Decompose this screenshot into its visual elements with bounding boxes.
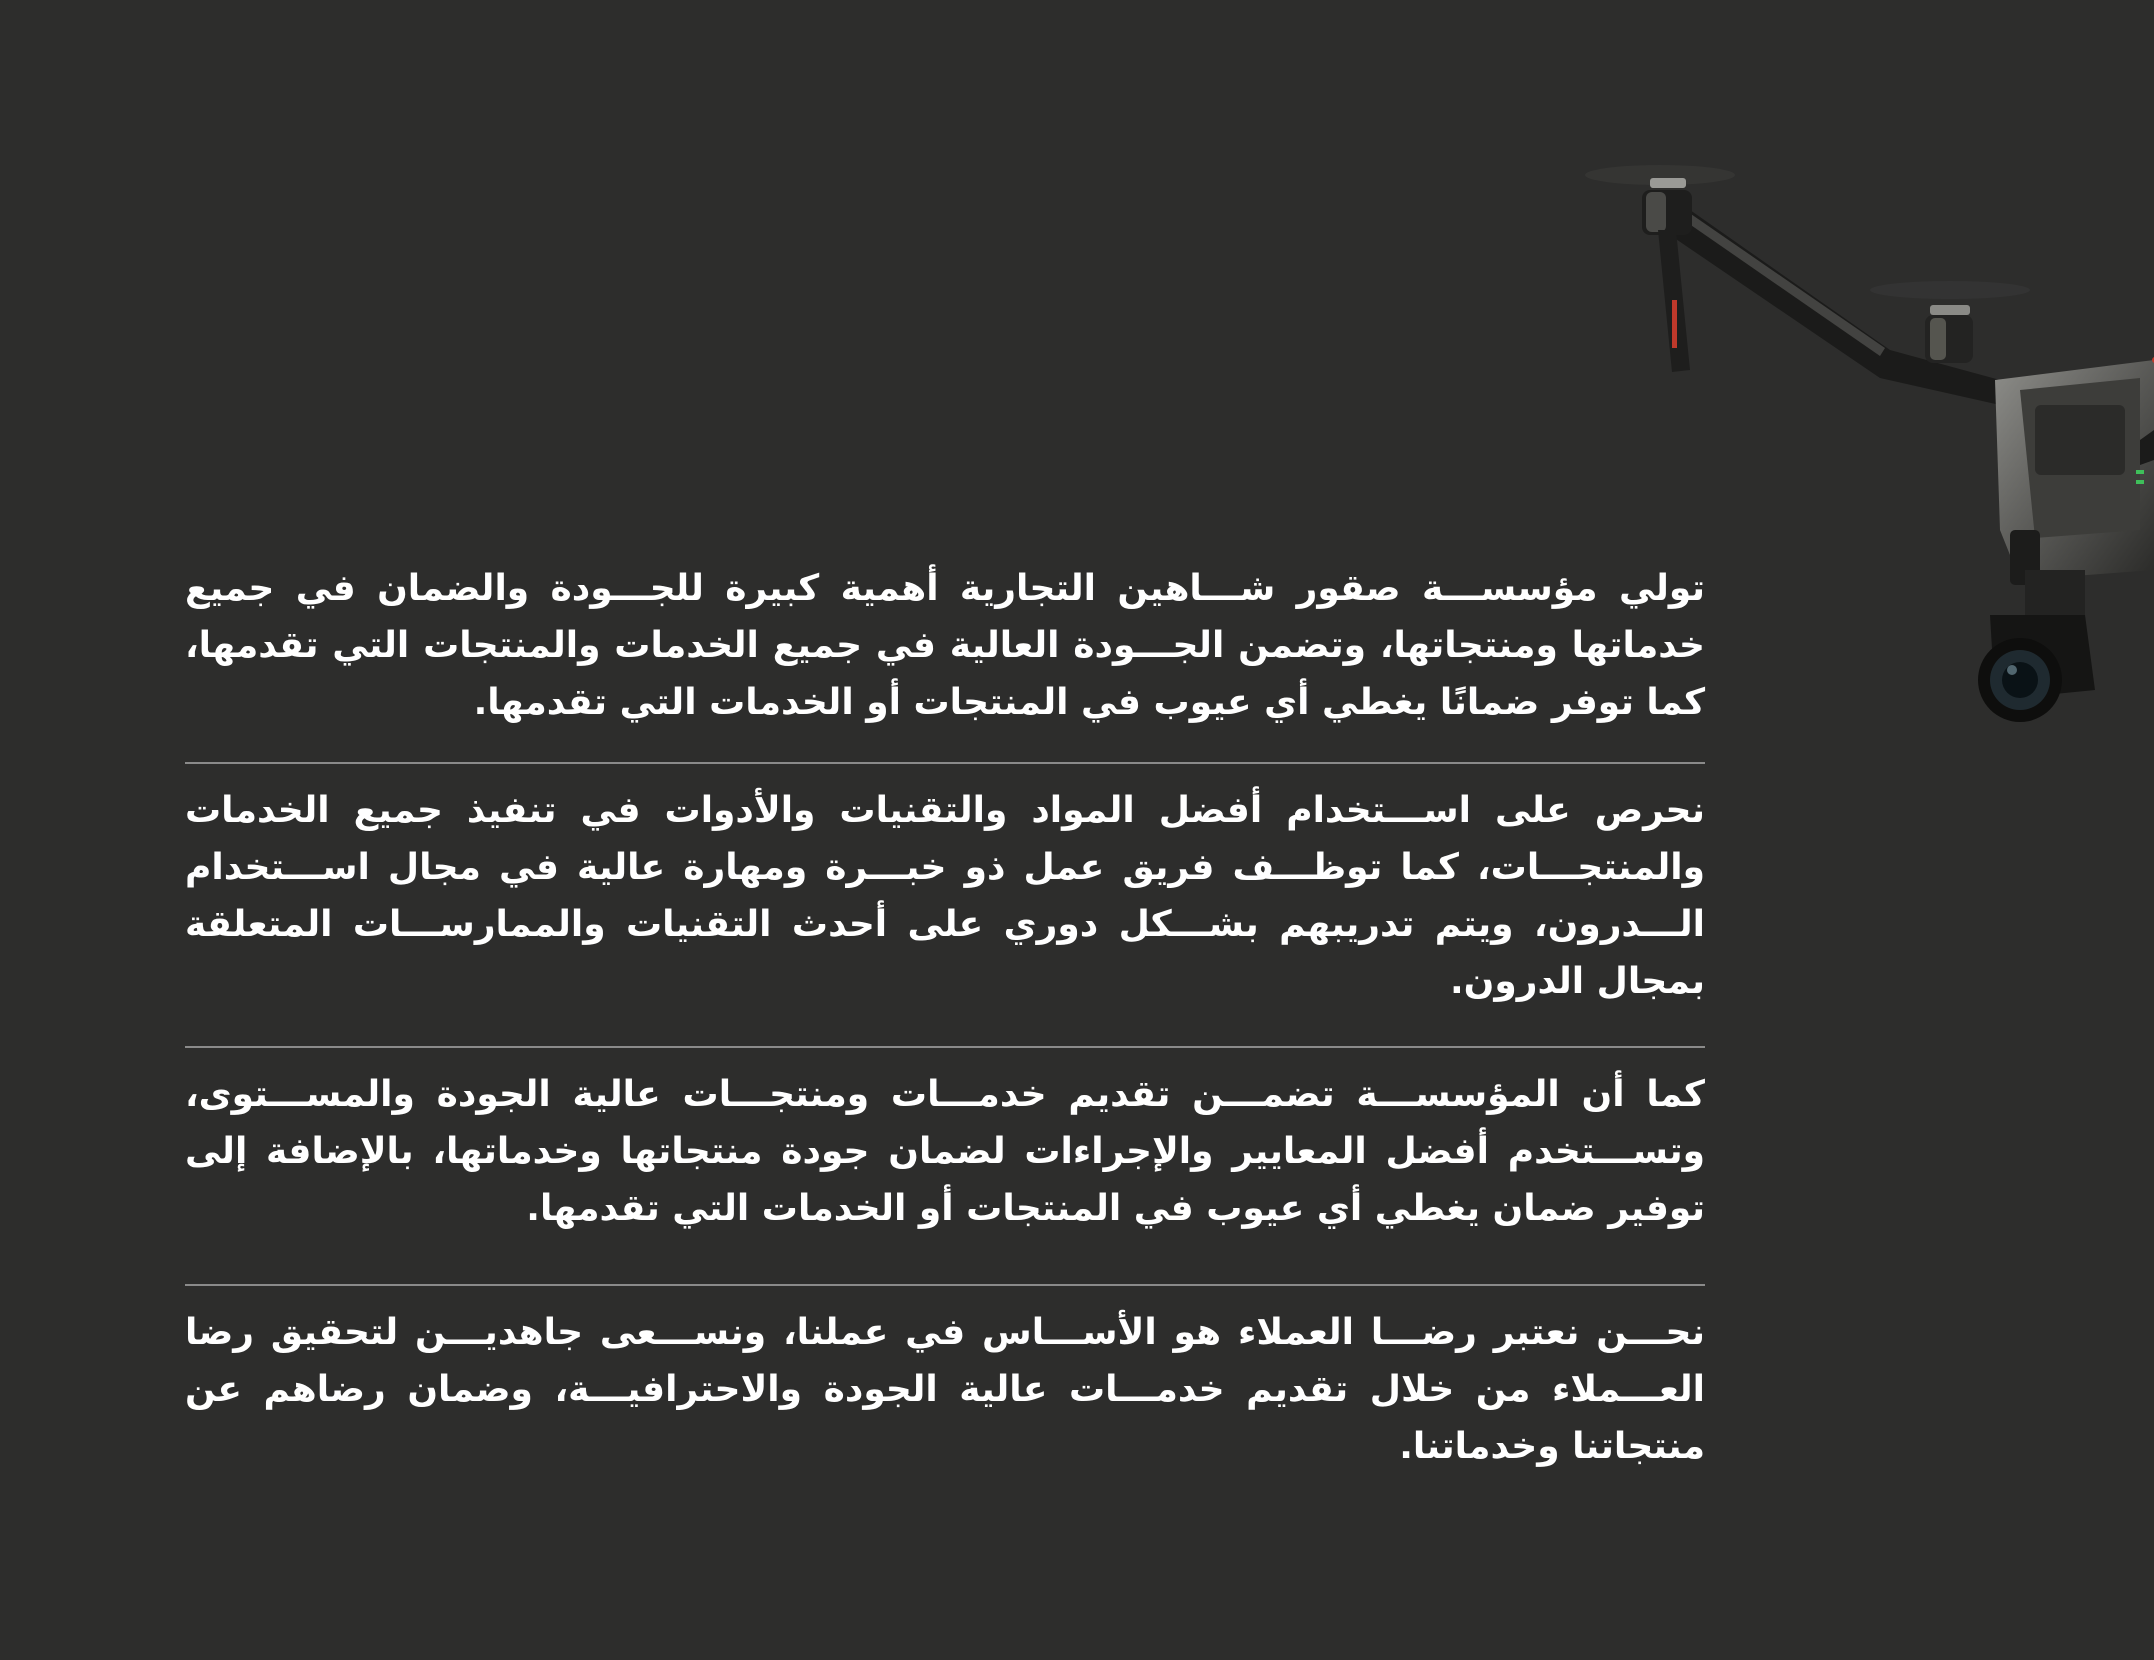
paragraph-customer-satisfaction: نحـــن نعتبر رضـــا العملاء هو الأســـاس في عملنا، ونســـعى جاهديـــن لتحقيق رضا العـــملاء من خلال تقديم خدمـــات عالية الجودة والاحترافيـــة، وضمان رضاهم عن منتجاتنا وخدماتنا. xyxy=(185,1312,1705,1467)
paragraph-materials-team: نحرص على اســـتخدام أفضل المواد والتقنيات والأدوات في تنفيذ جميع الخدمات والمنتجـــات، كما توظـــف فريق عمل ذو خبـــرة ومهارة عالية في مجال اســـتخدام الـــدرون، ويتم تدريبهم بشـــكل دوري على أحدث التقنيات والممارســـات المتعلقة بمجال الدرون. xyxy=(185,790,1705,1002)
divider xyxy=(185,762,1705,764)
divider xyxy=(185,1046,1705,1048)
paragraph-quality-commitment: تولي مؤسســـة صقور شـــاهين التجارية أهمية كبيرة للجـــودة والضمان في جميع خدماتها ومنتجاتها، وتضمن الجـــودة العالية في جميع الخدمات والمنتجات التي تقدمها، كما توفر ضمانًا يغطي أي عيوب في المنتجات أو الخدمات التي تقدمها. xyxy=(185,568,1705,723)
paragraph-standards: كما أن المؤسســـة تضمـــن تقديم خدمـــات ومنتجـــات عالية الجودة والمســـتوى، وتســـتخدم أفضل المعايير والإجراءات لضمان جودة منتجاتها وخدماتها، بالإضافة إلى توفير ضمان يغطي أي عيوب في المنتجات أو الخدمات التي تقدمها. xyxy=(185,1074,1705,1229)
divider xyxy=(185,1284,1705,1286)
